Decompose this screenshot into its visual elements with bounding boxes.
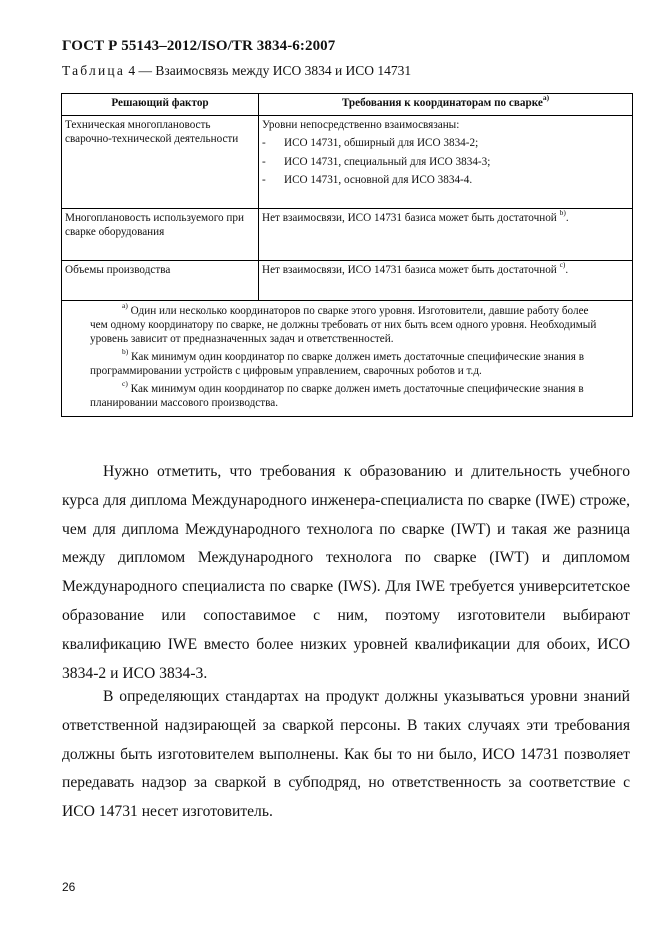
list-item: - ИСО 14731, специальный для ИСО 3834-3; xyxy=(262,155,491,168)
table-notes-row xyxy=(62,300,633,417)
body-paragraph: Нужно отметить, что требования к образованию и длительность учебного курса для диплома Международного инженера-специалиста по сварке (IWE) строже, чем для диплома Международного технолога по сварке (IWT) и такая же разница между дипломом Международного технолога по сварке (IWT) и дипломом Международного специалиста по сварке (IWS). Для IWE требуется университетское образование или сопоставимое с ним, поэтому изготовители выбирают квалификацию IWE вместо более низких уровней квалификации для обоих, ИСО 3834-2 и ИСО 3834-3. xyxy=(62,463,630,682)
body-paragraph: В определяющих стандартах на продукт должны указываться уровни знаний ответственной надзирающей за сваркой персоны. В таких случаях эти требования должны быть изготовителем выполнены. Как бы то ни было, ИСО 14731 позволяет передавать надзор за сваркой в субподряд, но ответственность за соответствие с ИСО 14731 несет изготовитель. xyxy=(62,688,630,821)
page-number: 26 xyxy=(62,880,76,894)
factor-cell: Многоплановость используемого при сварке оборудования xyxy=(62,208,259,260)
table-title: 4 — Взаимосвязь между ИСО 3834 и ИСО 14731 xyxy=(128,63,412,78)
table-note: $^{a)}$ Один или несколько координаторов по сварке этого уровня. Изготовители, давшие работу более чем одному координатору по сварке, не должны требовать от них быть всем одного уровня. Необходимый уровень зависит от предназначенных задач и ответственностей. xyxy=(90,300,597,346)
factor-cell: Объемы производства xyxy=(62,260,259,300)
column-header-requirements: Требования к координаторам по сварке$^{a)}$ xyxy=(259,94,633,116)
table-caption xyxy=(62,63,411,79)
footnote-mark: c) xyxy=(559,259,566,269)
document-code: ГОСТ Р 55143–2012/ISO/TR 3834-6:2007 xyxy=(62,38,336,54)
list-item: - ИСО 14731, основной для ИСО 3834-4. xyxy=(262,174,473,186)
table-note: $^{b)}$ Как минимум один координатор по сварке должен иметь достаточные специфические знания в программировании устройств с цифровым управлением, сварочных роботов и т.д. xyxy=(90,346,585,378)
relationship-table xyxy=(61,93,633,417)
footnote-mark: b) xyxy=(559,207,566,217)
table-note: $^{c)}$ Как минимум один координатор по сварке должен иметь достаточные специфические знания в планировании массового производства. xyxy=(90,378,584,409)
table-row xyxy=(62,115,633,208)
column-header-factor: Решающий фактор xyxy=(62,94,259,116)
list-item: - ИСО 14731, обширный для ИСО 3834-2; xyxy=(262,137,479,149)
requirement-cell: Нет взаимосвязи, ИСО 14731 базиса может быть достаточной $^{b)}$. xyxy=(259,208,633,260)
table-notes xyxy=(62,300,633,417)
requirement-intro: Уровни непосредственно взаимосвязаны: xyxy=(262,118,460,131)
table-row xyxy=(62,260,633,300)
factor-cell: Техническая многоплановость сварочно-технической деятельности xyxy=(62,115,259,208)
table-header-row xyxy=(62,94,633,116)
table-word: Таблица xyxy=(62,63,126,78)
requirement-cell: Нет взаимосвязи, ИСО 14731 базиса может быть достаточной $^{c)}$. xyxy=(259,260,633,300)
table-row xyxy=(62,208,633,260)
requirement-cell xyxy=(259,115,633,208)
footnote-mark: a) xyxy=(542,93,550,103)
